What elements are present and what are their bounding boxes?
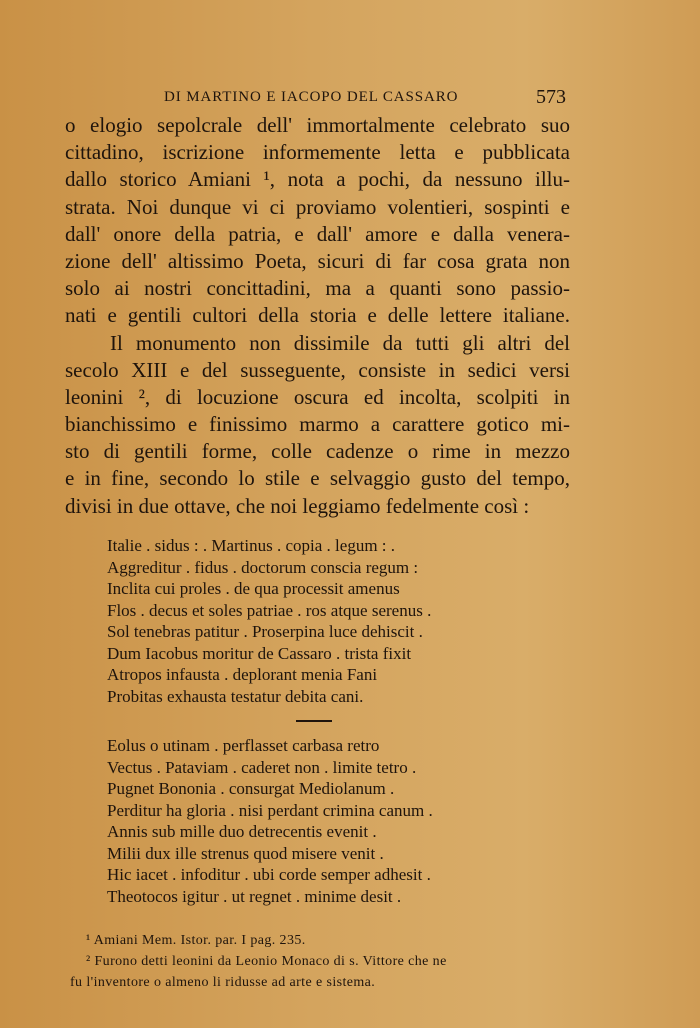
- text-line: solo ai nostri concittadini, ma a quanti sono passio-: [65, 276, 570, 301]
- verse-line: Aggreditur . fidus . doctorum conscia regum :: [107, 557, 419, 577]
- verse-line: Eolus o utinam . perflasset carbasa retro: [107, 736, 380, 755]
- verse-line: Perditur ha gloria . nisi perdant crimina canum .: [107, 800, 433, 820]
- text-line: e in fine, secondo lo stile e selvaggio gusto del tempo,: [65, 466, 570, 491]
- text-line: Il monumento non dissimile da tutti gli altri del: [110, 330, 570, 355]
- page-number: 573: [536, 86, 566, 108]
- footnote-2-continuation: fu l'inventore o almeno li ridusse ad arte e sistema.: [70, 975, 376, 990]
- running-title: DI MARTINO E IACOPO DEL CASSARO: [164, 89, 459, 105]
- text-line: dallo storico Amiani ¹, nota a pochi, da nessuno illu-: [65, 167, 570, 192]
- verse-line: Vectus . Pataviam . caderet non . limite tetro .: [107, 757, 417, 777]
- text-line: divisi in due ottave, che noi leggiamo fedelmente così :: [65, 493, 530, 518]
- text-line: leonini ², di locuzione oscura ed incolta, scolpiti in: [65, 384, 570, 409]
- running-head: [164, 86, 566, 110]
- verse-line: Annis sub mille duo detrecentis evenit .: [107, 822, 377, 841]
- stanza-divider: [296, 720, 332, 722]
- text-line: cittadino, iscrizione informemente letta e pubblicata: [65, 140, 570, 165]
- verse-line: Sol tenebras patitur . Proserpina luce dehiscit .: [107, 622, 423, 641]
- verse-line: Theotocos igitur . ut regnet . minime desit .: [107, 886, 402, 906]
- verse-line: Italie . sidus : . Martinus . copia . legum : .: [107, 536, 396, 555]
- verse-line: Inclita cui proles . de qua processit amenus: [107, 579, 400, 598]
- paragraph-2: [65, 330, 570, 520]
- text-line: zione dell' altissimo Poeta, sicuri di far cosa grata non: [65, 248, 570, 273]
- verse-stanza-2: [107, 735, 507, 907]
- verse-line: Milii dux ille strenus quod misere venit .: [107, 843, 384, 863]
- paragraph-1: [65, 112, 570, 330]
- text-line: dall' onore della patria, e dall' amore e dalla venera-: [65, 221, 570, 246]
- footnote-2: ² Furono detti leonini da Leonio Monaco di s. Vittore che ne: [86, 954, 447, 969]
- verse-stanza-1: [107, 535, 507, 707]
- text-line: strata. Noi dunque vi ci proviamo volentieri, sospinti e: [65, 194, 570, 219]
- verse-line: Probitas exhausta testatur debita cani.: [107, 686, 364, 706]
- text-line: o elogio sepolcrale dell' immortalmente celebrato suo: [65, 113, 570, 137]
- verse-line: Dum Iacobus moritur de Cassaro . trista fixit: [107, 643, 412, 663]
- text-line: sto di gentili forme, colle cadenze o rime in mezzo: [65, 439, 570, 464]
- verse-line: Hic iacet . infoditur . ubi corde semper adhesit .: [107, 865, 431, 884]
- verse-line: Atropos infausta . deplorant menia Fani: [107, 665, 378, 684]
- footnote-1: ¹ Amiani Mem. Istor. par. I pag. 235.: [86, 933, 306, 948]
- text-line: bianchissimo e finissimo marmo a carattere gotico mi-: [65, 412, 570, 437]
- body-text: [65, 112, 570, 520]
- text-line: nati e gentili cultori della storia e delle lettere italiane.: [65, 303, 570, 328]
- verse-line: Flos . decus et soles patriae . ros atque serenus .: [107, 600, 432, 620]
- verse-line: Pugnet Bononia . consurgat Mediolanum .: [107, 779, 395, 798]
- text-line: secolo XIII e del susseguente, consiste in sedici versi: [65, 357, 570, 382]
- footnotes: [70, 930, 560, 993]
